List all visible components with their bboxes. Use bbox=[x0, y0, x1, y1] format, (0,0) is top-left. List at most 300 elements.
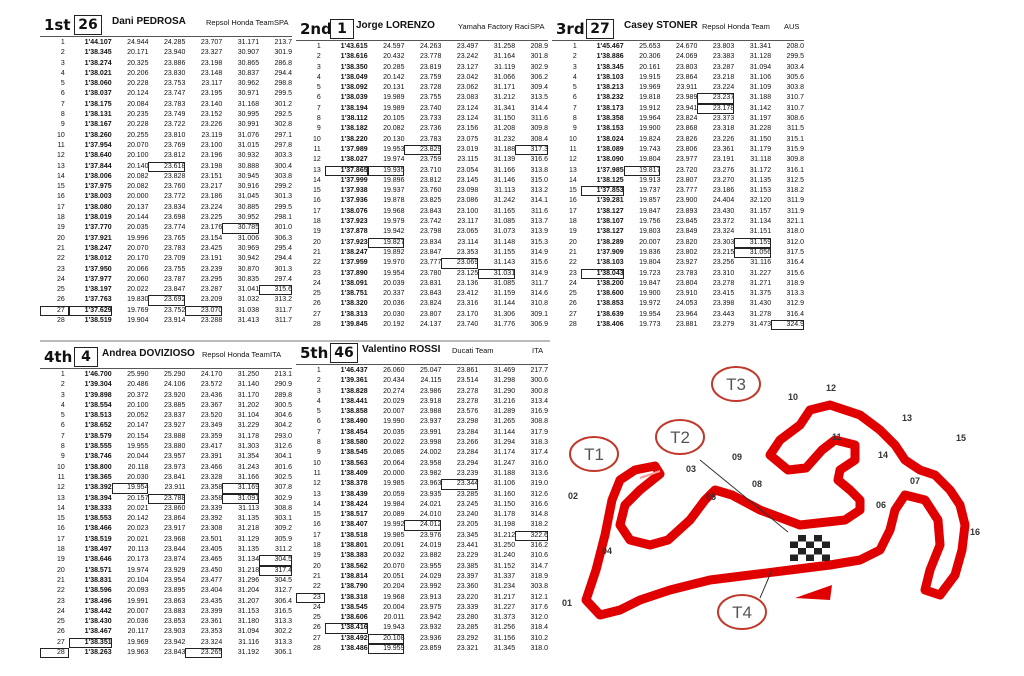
sector-2: 23.783 bbox=[675, 269, 698, 277]
table-row bbox=[296, 114, 548, 124]
table-row bbox=[296, 541, 548, 551]
sector-3: 23.117 bbox=[457, 218, 479, 226]
sector-1: 19.984 bbox=[383, 500, 405, 508]
sector-2: 23.710 bbox=[419, 166, 442, 174]
sector-1: 20.082 bbox=[127, 172, 149, 180]
sector-1: 20.171 bbox=[127, 49, 149, 57]
lap-time: 1'38.358 bbox=[596, 115, 624, 123]
lap-number: 2 bbox=[316, 53, 321, 61]
sector-4: 31.119 bbox=[494, 63, 516, 71]
sector-1: 19.830 bbox=[127, 296, 149, 304]
sector-4: 31.169 bbox=[222, 483, 259, 493]
sector-2: 23.760 bbox=[163, 183, 186, 191]
sector-3: 23.070 bbox=[185, 306, 222, 316]
sector-3: 23.803 bbox=[712, 43, 735, 50]
lap-number: 6 bbox=[316, 418, 321, 426]
lap-number: 17 bbox=[56, 203, 65, 211]
sector-1: 20.051 bbox=[383, 572, 405, 580]
sector-2: 23.937 bbox=[419, 418, 442, 426]
sector-1: 20.059 bbox=[383, 490, 405, 498]
table-row bbox=[40, 48, 292, 58]
sector-1: 20.105 bbox=[383, 115, 405, 123]
sector-1: 19.955 bbox=[127, 443, 149, 451]
table-row bbox=[552, 176, 804, 186]
sector-2: 23.733 bbox=[419, 115, 442, 123]
lap-time: 1'38.790 bbox=[340, 583, 368, 591]
sector-1: 19.900 bbox=[639, 125, 661, 133]
sector-3: 23.287 bbox=[200, 286, 223, 294]
table-row bbox=[296, 531, 548, 541]
lap-number: 26 bbox=[56, 296, 65, 304]
sector-1: 20.007 bbox=[127, 607, 149, 615]
sector-3: 23.324 bbox=[712, 228, 735, 236]
lap-time: 1'38.553 bbox=[84, 515, 112, 523]
sector-2: 23.722 bbox=[163, 121, 186, 129]
sector-4: 31.232 bbox=[493, 135, 516, 143]
table-row bbox=[40, 38, 292, 48]
sector-2: 23.798 bbox=[419, 228, 442, 236]
sector-2: 23.742 bbox=[419, 218, 442, 226]
sector-2: 23.888 bbox=[163, 432, 186, 440]
sector-3: 23.229 bbox=[456, 552, 479, 560]
table-row bbox=[552, 83, 804, 93]
lap-number: 27 bbox=[568, 310, 577, 318]
top-speed: 313.8 bbox=[530, 166, 548, 174]
sector-1: 19.773 bbox=[639, 321, 661, 329]
lap-time: 1'38.886 bbox=[596, 53, 624, 61]
sector-2: 23.955 bbox=[419, 562, 442, 570]
table-row bbox=[40, 265, 292, 275]
top-speed: 315.6 bbox=[786, 269, 804, 277]
sector-4: 31.240 bbox=[493, 552, 516, 560]
sector-2: 23.929 bbox=[163, 566, 186, 574]
sector-1: 19.954 bbox=[112, 483, 149, 493]
lap-time: 1'38.600 bbox=[596, 290, 624, 298]
lap-number: 2 bbox=[60, 381, 65, 389]
lap-time: 1'38.320 bbox=[340, 300, 368, 308]
lap-time: 1'38.555 bbox=[84, 443, 112, 451]
lap-time: 1'38.232 bbox=[596, 94, 624, 102]
sector-1: 19.756 bbox=[639, 218, 661, 226]
lap-time: 1'38.383 bbox=[340, 552, 368, 560]
lap-time: 1'38.351 bbox=[69, 638, 112, 648]
sector-1: 20.140 bbox=[127, 162, 149, 170]
sector-1: 19.970 bbox=[383, 259, 405, 267]
lap-number: 12 bbox=[312, 156, 321, 164]
sector-2: 23.989 bbox=[675, 94, 698, 102]
top-speed: 208.0 bbox=[786, 43, 804, 50]
sector-3: 23.178 bbox=[697, 104, 734, 114]
lap-time: 1'37.844 bbox=[84, 162, 112, 170]
top-speed: 314.4 bbox=[530, 104, 548, 112]
lap-number: 13 bbox=[312, 166, 321, 174]
sector-2: 23.927 bbox=[163, 422, 186, 430]
sector-2: 23.868 bbox=[675, 125, 698, 133]
table-row bbox=[296, 52, 548, 62]
lap-time: 1'38.800 bbox=[84, 463, 112, 471]
top-speed: 307.8 bbox=[274, 484, 292, 492]
sector-2: 25.290 bbox=[163, 371, 186, 378]
top-speed: 313.4 bbox=[530, 397, 548, 405]
sector-3: 23.266 bbox=[456, 439, 479, 447]
sector-2: 23.986 bbox=[419, 387, 442, 395]
top-speed: 315.0 bbox=[530, 176, 548, 184]
lap-number: 15 bbox=[568, 187, 577, 195]
position-label: 2nd bbox=[300, 20, 332, 38]
top-speed: 316.4 bbox=[786, 259, 804, 267]
sector-3: 23.280 bbox=[456, 614, 479, 622]
lap-time: 1'38.639 bbox=[596, 310, 624, 318]
sector-4: 31.144 bbox=[493, 428, 516, 436]
sector-3: 23.477 bbox=[200, 576, 223, 584]
lap-number: 15 bbox=[56, 183, 65, 191]
lap-time: 1'38.090 bbox=[596, 156, 624, 164]
rider-header bbox=[296, 342, 548, 364]
table-row bbox=[552, 42, 804, 52]
sector-3: 24.404 bbox=[712, 197, 735, 205]
lap-time: 1'37.865 bbox=[325, 166, 368, 176]
table-row bbox=[40, 401, 292, 411]
lap-number: 14 bbox=[568, 176, 577, 184]
sector-2: 23.749 bbox=[163, 111, 186, 119]
lap-time: 1'37.770 bbox=[84, 224, 112, 232]
top-speed: 309.4 bbox=[530, 84, 548, 92]
table-row bbox=[296, 176, 548, 186]
lap-number: 14 bbox=[56, 172, 65, 180]
top-speed: 306.2 bbox=[530, 73, 548, 81]
top-speed: 311.6 bbox=[531, 207, 548, 215]
lap-time: 1'38.333 bbox=[84, 504, 112, 512]
lap-table bbox=[296, 366, 548, 654]
sector-1: 20.255 bbox=[127, 131, 149, 139]
table-row bbox=[40, 483, 292, 493]
top-speed: 316.9 bbox=[530, 408, 548, 416]
sector-2: 23.777 bbox=[675, 187, 698, 195]
top-speed: 289.8 bbox=[274, 391, 292, 399]
sector-2: 23.900 bbox=[675, 197, 698, 205]
lap-time: 1'38.409 bbox=[340, 469, 368, 477]
sector-1: 25.990 bbox=[127, 371, 149, 378]
top-speed: 318.2 bbox=[530, 521, 548, 529]
lap-number: 8 bbox=[316, 115, 321, 123]
lap-time: 1'38.517 bbox=[340, 511, 368, 519]
table-row bbox=[40, 524, 292, 534]
sector-4: 31.217 bbox=[493, 593, 516, 601]
table-row bbox=[40, 192, 292, 202]
lap-number: 14 bbox=[312, 500, 321, 508]
table-row bbox=[40, 306, 292, 316]
top-speed: 309.8 bbox=[786, 156, 804, 164]
lap-number: 28 bbox=[312, 321, 321, 329]
sector-2: 23.806 bbox=[675, 145, 698, 153]
table-row bbox=[296, 124, 548, 134]
table-row bbox=[40, 89, 292, 99]
top-speed: 308.4 bbox=[530, 135, 548, 143]
sector-1: 20.082 bbox=[127, 183, 149, 191]
lap-time: 1'38.406 bbox=[596, 321, 624, 329]
sector-2: 23.752 bbox=[163, 306, 186, 314]
sector-3: 23.191 bbox=[200, 255, 223, 263]
lap-number: 19 bbox=[312, 228, 321, 236]
lap-time: 1'37.975 bbox=[84, 183, 112, 191]
sector-3: 23.205 bbox=[456, 521, 479, 529]
lap-time: 1'38.313 bbox=[340, 310, 368, 318]
sector-2: 23.954 bbox=[163, 576, 186, 584]
lap-time: 1'37.936 bbox=[340, 197, 368, 205]
sector-3: 23.124 bbox=[456, 115, 479, 123]
table-row bbox=[296, 634, 548, 644]
rider-name: Valentino ROSSI bbox=[362, 344, 441, 355]
sector-3: 23.292 bbox=[456, 634, 479, 642]
lap-number: 7 bbox=[572, 104, 577, 112]
top-speed: 300.4 bbox=[274, 162, 292, 170]
table-row bbox=[40, 213, 292, 223]
top-speed: 306.1 bbox=[274, 649, 292, 657]
sector-2: 23.885 bbox=[163, 401, 186, 409]
sector-3: 23.086 bbox=[456, 197, 479, 205]
lap-number: 26 bbox=[56, 628, 65, 636]
table-row bbox=[296, 510, 548, 520]
top-speed: 304.2 bbox=[274, 422, 292, 430]
lap-time: 1'37.938 bbox=[340, 187, 368, 195]
table-row bbox=[552, 279, 804, 289]
lap-time: 1'37.985 bbox=[596, 166, 624, 174]
sector-2: 23.825 bbox=[419, 197, 442, 205]
lap-number: 18 bbox=[56, 546, 65, 554]
sector-1: 20.154 bbox=[127, 432, 149, 440]
lap-number: 28 bbox=[40, 648, 69, 658]
divider bbox=[40, 340, 550, 342]
table-row bbox=[40, 494, 292, 504]
sector-2: 23.977 bbox=[675, 156, 698, 164]
top-speed: 308.6 bbox=[786, 115, 804, 123]
lap-number: 1 bbox=[60, 39, 65, 46]
sector-2: 24.285 bbox=[163, 39, 186, 46]
table-row bbox=[296, 572, 548, 582]
sector-3: 23.576 bbox=[456, 408, 479, 416]
sector-3: 23.514 bbox=[456, 377, 479, 385]
lap-time: 1'38.345 bbox=[596, 63, 624, 71]
sector-4: 31.216 bbox=[493, 397, 516, 405]
team-name: Yamaha Factory Raci bbox=[458, 22, 530, 31]
table-row bbox=[296, 310, 548, 320]
table-row bbox=[296, 479, 548, 489]
sector-2: 23.963 bbox=[419, 480, 442, 488]
table-row bbox=[40, 79, 292, 89]
sector-4: 31.290 bbox=[493, 387, 516, 395]
sector-1: 20.117 bbox=[127, 628, 149, 636]
lap-time: 1'39.304 bbox=[84, 381, 112, 389]
sector-4: 31.337 bbox=[493, 572, 516, 580]
sector-4: 30.932 bbox=[237, 152, 260, 160]
sector-4: 31.198 bbox=[493, 521, 516, 529]
sector-3: 23.412 bbox=[456, 290, 479, 298]
sector-2: 23.824 bbox=[419, 300, 442, 308]
table-row bbox=[552, 320, 804, 330]
top-speed: 302.9 bbox=[530, 63, 548, 71]
table-row bbox=[296, 387, 548, 397]
sector-4: 31.106 bbox=[749, 73, 772, 81]
sector-1: 26.060 bbox=[383, 367, 405, 374]
lap-number: 2 bbox=[316, 377, 321, 385]
sector-4: 31.159 bbox=[493, 290, 516, 298]
sector-1: 25.653 bbox=[639, 43, 661, 50]
sector-2: 23.728 bbox=[419, 84, 442, 92]
corner-08: 08 bbox=[752, 479, 763, 489]
sector-2: 23.618 bbox=[148, 162, 185, 172]
sector-2: 23.860 bbox=[163, 504, 186, 512]
lap-number: 11 bbox=[57, 141, 65, 149]
top-speed: 319.0 bbox=[530, 480, 548, 488]
sector-1: 20.131 bbox=[383, 84, 405, 92]
top-speed: 298.8 bbox=[274, 80, 292, 88]
sector-4: 31.106 bbox=[493, 480, 516, 488]
sector-4: 31.197 bbox=[749, 115, 772, 123]
lap-number: 18 bbox=[56, 214, 65, 222]
sector-3: 23.224 bbox=[712, 84, 735, 92]
lap-number: 23 bbox=[312, 269, 321, 277]
table-row bbox=[296, 407, 548, 417]
top-speed: 302.5 bbox=[274, 473, 292, 481]
sector-3: 23.278 bbox=[712, 279, 735, 287]
sector-3: 23.372 bbox=[712, 218, 735, 226]
top-speed: 318.2 bbox=[786, 187, 804, 195]
lap-number: 18 bbox=[312, 542, 321, 550]
lap-time: 1'38.200 bbox=[596, 279, 624, 287]
sector-2: 23.998 bbox=[419, 439, 442, 447]
sector-3: 23.740 bbox=[456, 321, 479, 329]
sector-4: 31.076 bbox=[237, 131, 260, 139]
table-row bbox=[40, 151, 292, 161]
sector-1: 19.818 bbox=[639, 94, 661, 102]
lap-time: 1'38.103 bbox=[596, 73, 624, 81]
sector-3: 23.288 bbox=[200, 317, 223, 325]
sector-4: 30.888 bbox=[237, 162, 260, 170]
table-row bbox=[296, 603, 548, 613]
sector-3: 23.119 bbox=[201, 131, 223, 139]
sector-4: 31.073 bbox=[493, 228, 516, 236]
sector-3: 23.054 bbox=[456, 166, 479, 174]
position-label: 1st bbox=[44, 16, 71, 34]
lap-time: 1'37.999 bbox=[340, 176, 368, 184]
lap-time: 1'44.107 bbox=[84, 39, 112, 46]
lap-number: 5 bbox=[60, 412, 65, 420]
sector-3: 23.298 bbox=[456, 418, 479, 426]
sector-3: 23.465 bbox=[200, 556, 223, 564]
table-row bbox=[296, 428, 548, 438]
lap-time: 1'38.490 bbox=[340, 418, 368, 426]
lap-number: 6 bbox=[60, 90, 65, 98]
sector-4: 31.135 bbox=[749, 176, 772, 184]
lap-number: 12 bbox=[56, 152, 65, 160]
table-row bbox=[40, 110, 292, 120]
top-speed: 311.7 bbox=[275, 317, 292, 325]
top-speed: 299.5 bbox=[786, 53, 804, 61]
lap-time: 1'38.831 bbox=[84, 576, 112, 584]
lap-number: 6 bbox=[60, 422, 65, 430]
lap-time: 1'38.318 bbox=[340, 593, 368, 601]
sector-3: 23.152 bbox=[200, 111, 223, 119]
table-row bbox=[40, 295, 292, 305]
top-speed: 301.0 bbox=[274, 224, 292, 232]
sector-1: 19.900 bbox=[639, 290, 661, 298]
top-speed: 293.0 bbox=[274, 432, 292, 440]
sector-4: 31.094 bbox=[749, 63, 772, 71]
sector-4: 31.250 bbox=[493, 542, 516, 550]
sector-3: 23.328 bbox=[200, 473, 223, 481]
team-name: Repsol Honda Team bbox=[202, 350, 270, 359]
lap-number: 20 bbox=[312, 238, 321, 246]
sector-2: 23.881 bbox=[675, 321, 698, 329]
lap-number: 20 bbox=[568, 238, 577, 246]
top-speed: 299.5 bbox=[274, 90, 292, 98]
sector-3: 23.308 bbox=[200, 525, 223, 533]
top-speed: 303.3 bbox=[274, 152, 292, 160]
lap-time: 1'38.746 bbox=[84, 453, 112, 461]
sector-4: 31.776 bbox=[493, 321, 516, 329]
sector-4: 31.091 bbox=[222, 494, 259, 504]
sector-1: 20.004 bbox=[383, 603, 405, 611]
sector-4: 31.066 bbox=[493, 73, 516, 81]
lap-number: 10 bbox=[56, 131, 65, 139]
top-speed: 303.8 bbox=[786, 84, 804, 92]
lap-number: 3 bbox=[316, 387, 321, 395]
header-rule bbox=[40, 36, 292, 37]
sector-1: 19.915 bbox=[639, 73, 661, 81]
lap-number: 1 bbox=[316, 367, 321, 374]
table-row bbox=[40, 586, 292, 596]
sector-4: 31.375 bbox=[749, 290, 772, 298]
sector-3: 23.327 bbox=[200, 49, 223, 57]
sector-3: 23.154 bbox=[200, 234, 223, 242]
lap-number: 3 bbox=[316, 63, 321, 71]
lap-time: 1'38.021 bbox=[84, 69, 112, 77]
position-label: 5th bbox=[300, 344, 329, 362]
table-row bbox=[40, 514, 292, 524]
sector-2: 23.765 bbox=[163, 234, 186, 242]
sector-4: 31.140 bbox=[237, 381, 260, 389]
sector-4: 31.113 bbox=[494, 187, 516, 195]
rider-panel-lorenzo bbox=[296, 18, 548, 336]
sector-3: 23.237 bbox=[697, 93, 734, 103]
lap-time: 1'38.466 bbox=[84, 525, 112, 533]
sector-2: 24.137 bbox=[419, 321, 442, 329]
lap-time: 1'43.615 bbox=[340, 43, 368, 50]
sector-2: 23.911 bbox=[164, 484, 186, 492]
sector-2: 24.115 bbox=[420, 377, 442, 385]
lap-time: 1'38.430 bbox=[84, 618, 112, 626]
top-speed: 213.7 bbox=[274, 39, 292, 46]
table-row bbox=[552, 124, 804, 134]
sector-2: 23.942 bbox=[419, 614, 442, 622]
sector-2: 23.893 bbox=[675, 207, 698, 215]
team-name: Ducati Team bbox=[452, 346, 494, 355]
sector-1: 20.007 bbox=[383, 408, 405, 416]
rider-panel-stoner bbox=[552, 18, 804, 336]
top-speed: 316.4 bbox=[786, 310, 804, 318]
rider-number: 4 bbox=[74, 347, 98, 367]
table-row bbox=[552, 217, 804, 227]
lap-number: 10 bbox=[312, 135, 321, 143]
lap-number: 16 bbox=[56, 525, 65, 533]
lap-number: 15 bbox=[56, 515, 65, 523]
sector-4: 31.354 bbox=[237, 453, 260, 461]
sector-4: 31.278 bbox=[749, 310, 772, 318]
lap-time: 1'38.043 bbox=[581, 269, 624, 279]
lap-number: 27 bbox=[56, 638, 65, 646]
lap-time: 1'38.289 bbox=[596, 238, 624, 246]
lap-number: 20 bbox=[312, 562, 321, 570]
